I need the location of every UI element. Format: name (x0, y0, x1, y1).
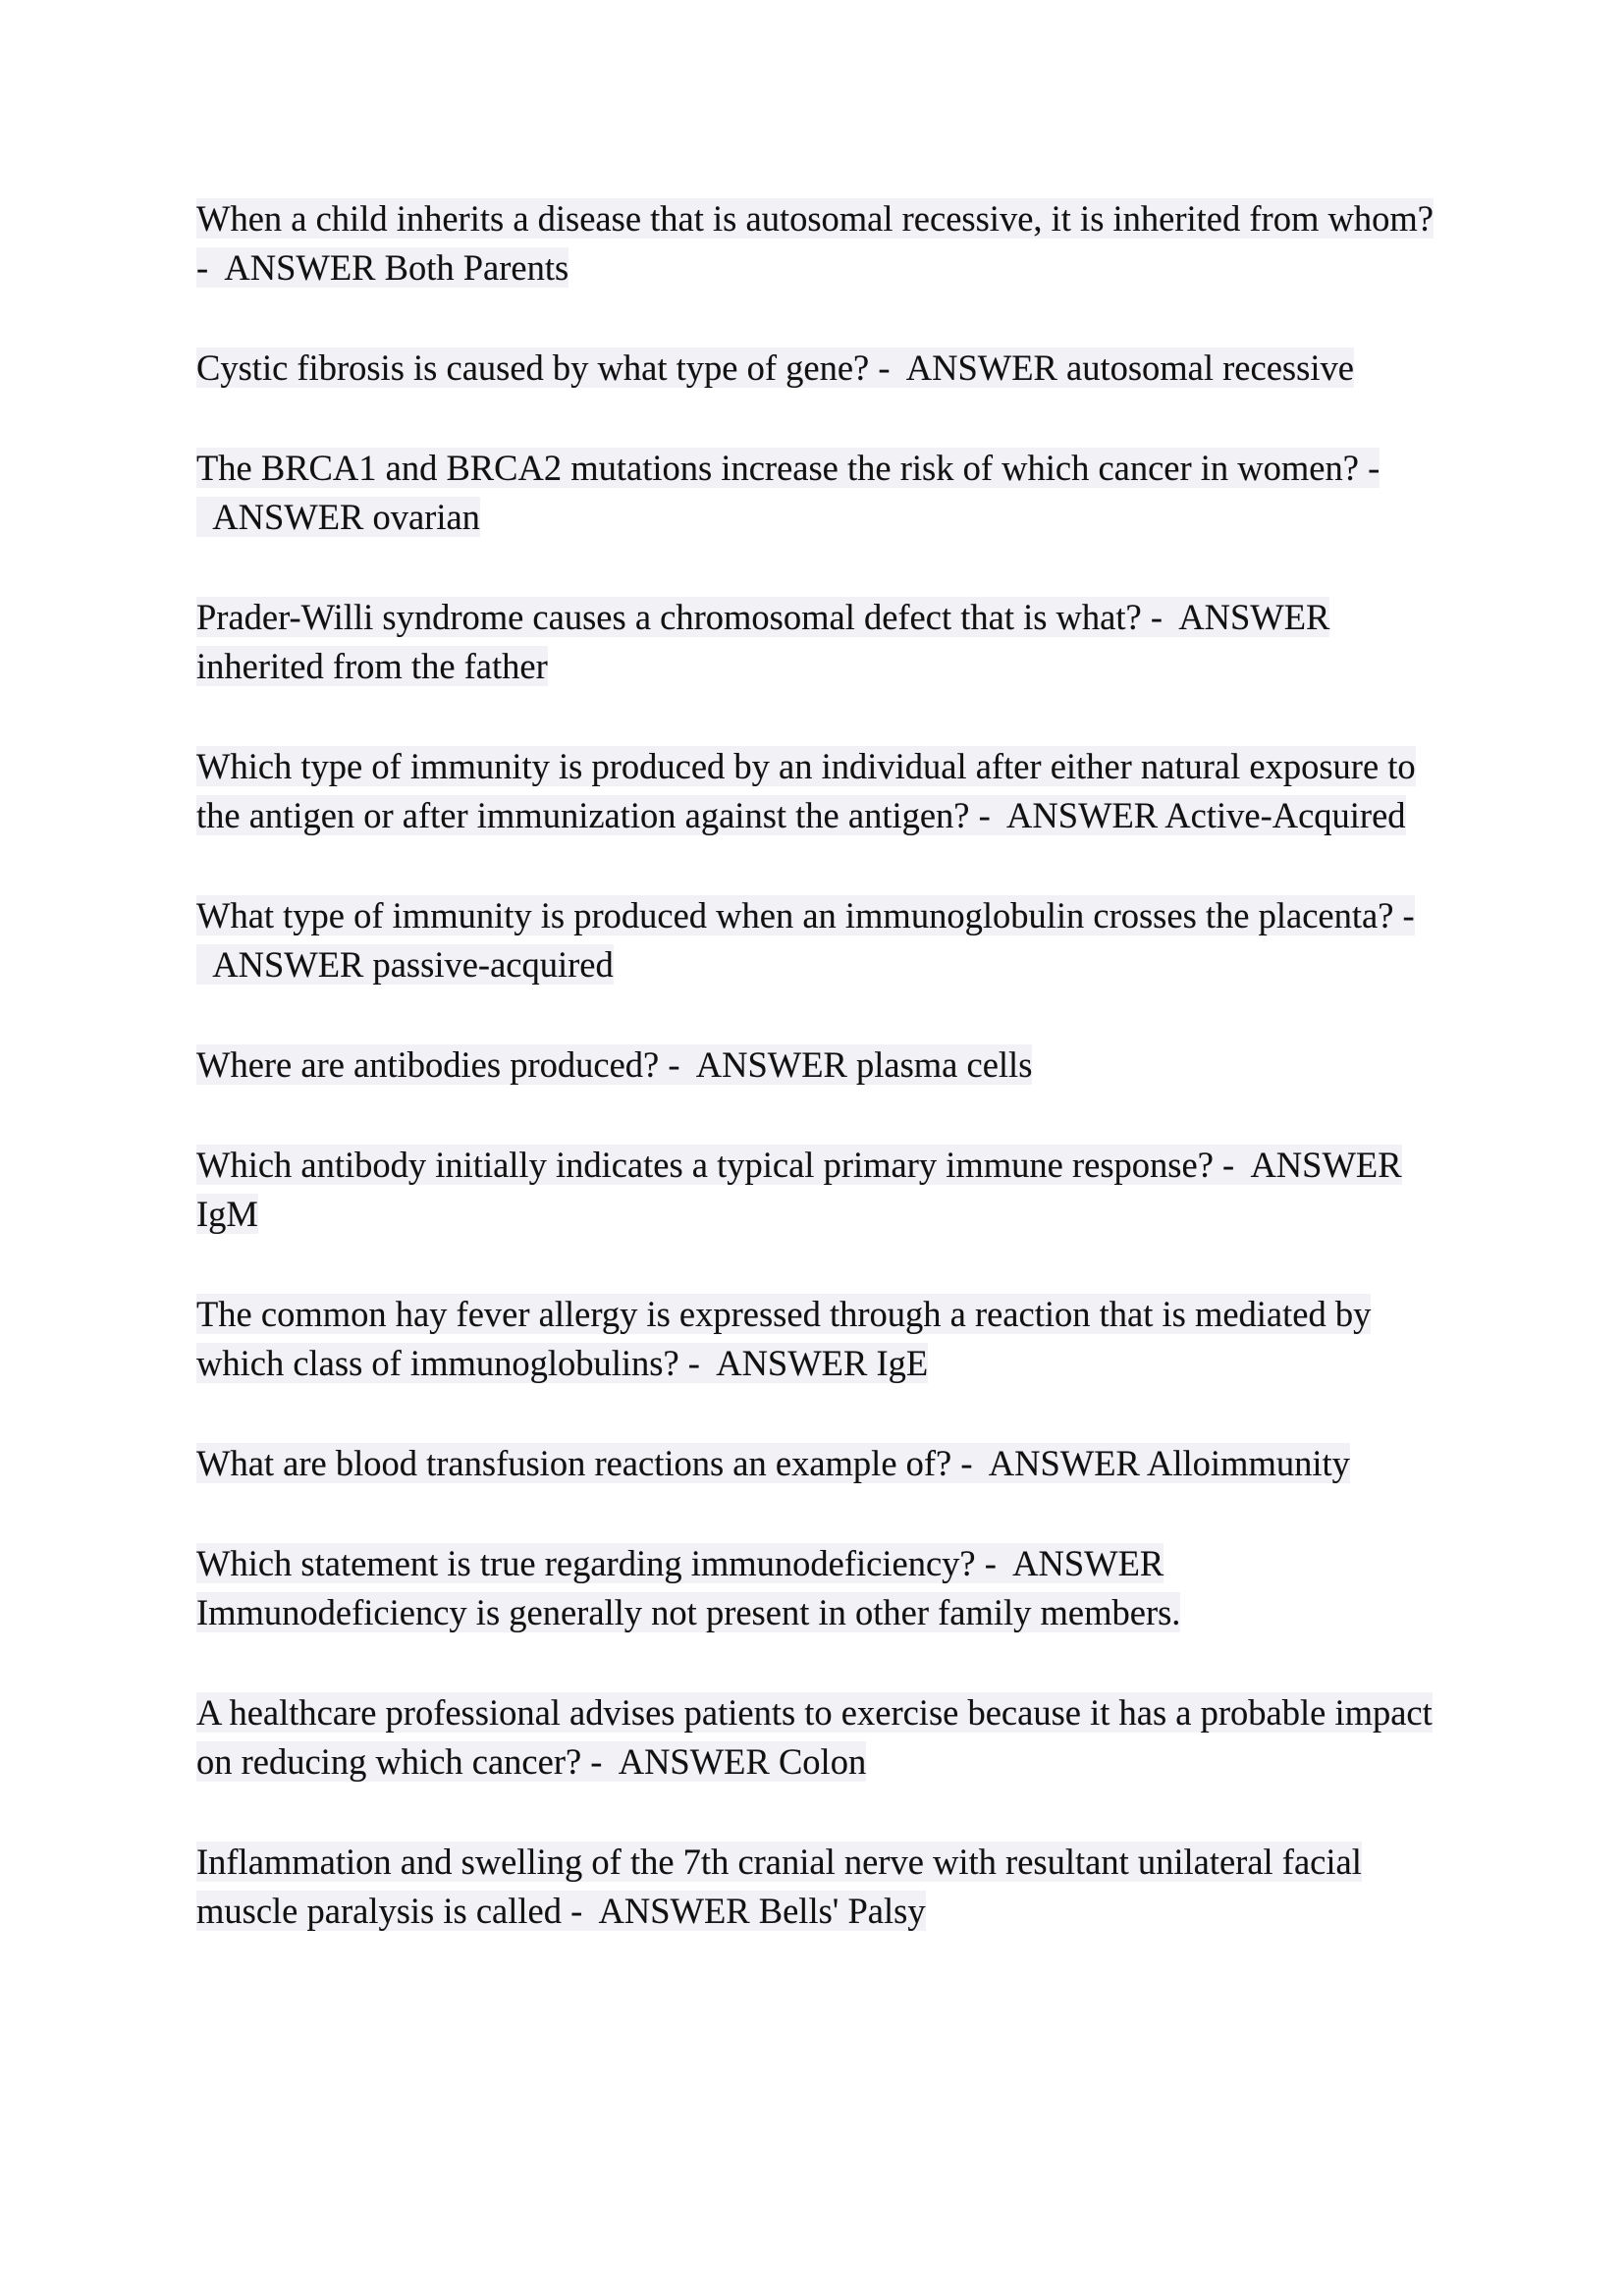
qa-text (196, 1145, 1402, 1234)
question: Prader-Willi syndrome causes a chromosomal defect that is what? - (196, 597, 1163, 637)
qa-text (196, 597, 1329, 686)
qa-text (196, 1543, 1180, 1632)
answer-label: ANSWER (212, 497, 364, 537)
qa-text (196, 1443, 1350, 1483)
qa-list (196, 194, 1434, 1987)
answer: inherited from the father (196, 646, 548, 686)
qa-item-12 (196, 1688, 1434, 1787)
question: What are blood transfusion reactions an example of? - (196, 1443, 973, 1483)
question: The BRCA1 and BRCA2 mutations increase the risk of which cancer in women? - (196, 448, 1380, 488)
question: Which statement is true regarding immunodeficiency? - (196, 1543, 997, 1583)
question: A healthcare professional advises patients to exercise because it has a probable impact on reducing which cancer? - (196, 1692, 1433, 1782)
question: Cystic fibrosis is caused by what type of gene? - (196, 347, 891, 388)
qa-item-1 (196, 194, 1434, 293)
answer: IgM (196, 1194, 258, 1234)
qa-item-4 (196, 593, 1434, 691)
qa-item-7 (196, 1041, 1434, 1090)
answer: passive-acquired (372, 944, 614, 985)
question: What type of immunity is produced when an immunoglobulin crosses the placenta? - (196, 895, 1415, 935)
qa-item-3 (196, 444, 1434, 542)
answer-label: ANSWER (695, 1044, 847, 1085)
answer: plasma cells (856, 1044, 1033, 1085)
answer-label: ANSWER (1178, 597, 1330, 637)
answer-label: ANSWER (212, 944, 364, 985)
qa-item-13 (196, 1838, 1434, 1936)
answer-label: ANSWER (618, 1741, 770, 1782)
answer: Colon (778, 1741, 867, 1782)
answer-label: ANSWER (988, 1443, 1140, 1483)
qa-item-11 (196, 1539, 1434, 1637)
answer: IgE (876, 1343, 929, 1383)
answer: Both Parents (384, 247, 569, 288)
qa-item-5 (196, 742, 1434, 840)
answer: Bells' Palsy (758, 1891, 926, 1931)
qa-text (196, 1044, 1032, 1085)
qa-text (196, 746, 1416, 835)
qa-item-9 (196, 1290, 1434, 1388)
answer: Active-Acquired (1164, 795, 1406, 835)
qa-item-8 (196, 1141, 1434, 1239)
answer-label: ANSWER (1006, 795, 1159, 835)
qa-text (196, 1692, 1433, 1782)
qa-item-2 (196, 344, 1434, 393)
question: Where are antibodies produced? - (196, 1044, 680, 1085)
qa-text (196, 1294, 1371, 1383)
answer: autosomal recessive (1066, 347, 1354, 388)
question: Inflammation and swelling of the 7th cranial nerve with resultant unilateral facial muscle paralysis is called - (196, 1842, 1362, 1931)
qa-text (196, 347, 1354, 388)
answer-label: ANSWER (1250, 1145, 1402, 1185)
question: The common hay fever allergy is expressed through a reaction that is mediated by which class of immunoglobulins? - (196, 1294, 1372, 1383)
question: When a child inherits a disease that is autosomal recessive, it is inherited from whom? - (196, 198, 1434, 288)
answer-label: ANSWER (716, 1343, 868, 1383)
qa-item-6 (196, 891, 1434, 989)
qa-text (196, 895, 1415, 985)
answer-label: ANSWER (905, 347, 1057, 388)
answer: Immunodeficiency is generally not present in other family members. (196, 1592, 1181, 1632)
answer: Alloimmunity (1147, 1443, 1350, 1483)
question: Which type of immunity is produced by an individual after either natural exposure to the antigen or after immunization against the antigen? - (196, 746, 1416, 835)
qa-item-10 (196, 1439, 1434, 1488)
answer: ovarian (372, 497, 480, 537)
answer-label: ANSWER (598, 1891, 750, 1931)
qa-text (196, 198, 1434, 288)
qa-text (196, 1842, 1362, 1931)
question: Which antibody initially indicates a typical primary immune response? - (196, 1145, 1235, 1185)
answer-label: ANSWER (224, 247, 376, 288)
answer-label: ANSWER (1012, 1543, 1164, 1583)
qa-text (196, 448, 1380, 537)
